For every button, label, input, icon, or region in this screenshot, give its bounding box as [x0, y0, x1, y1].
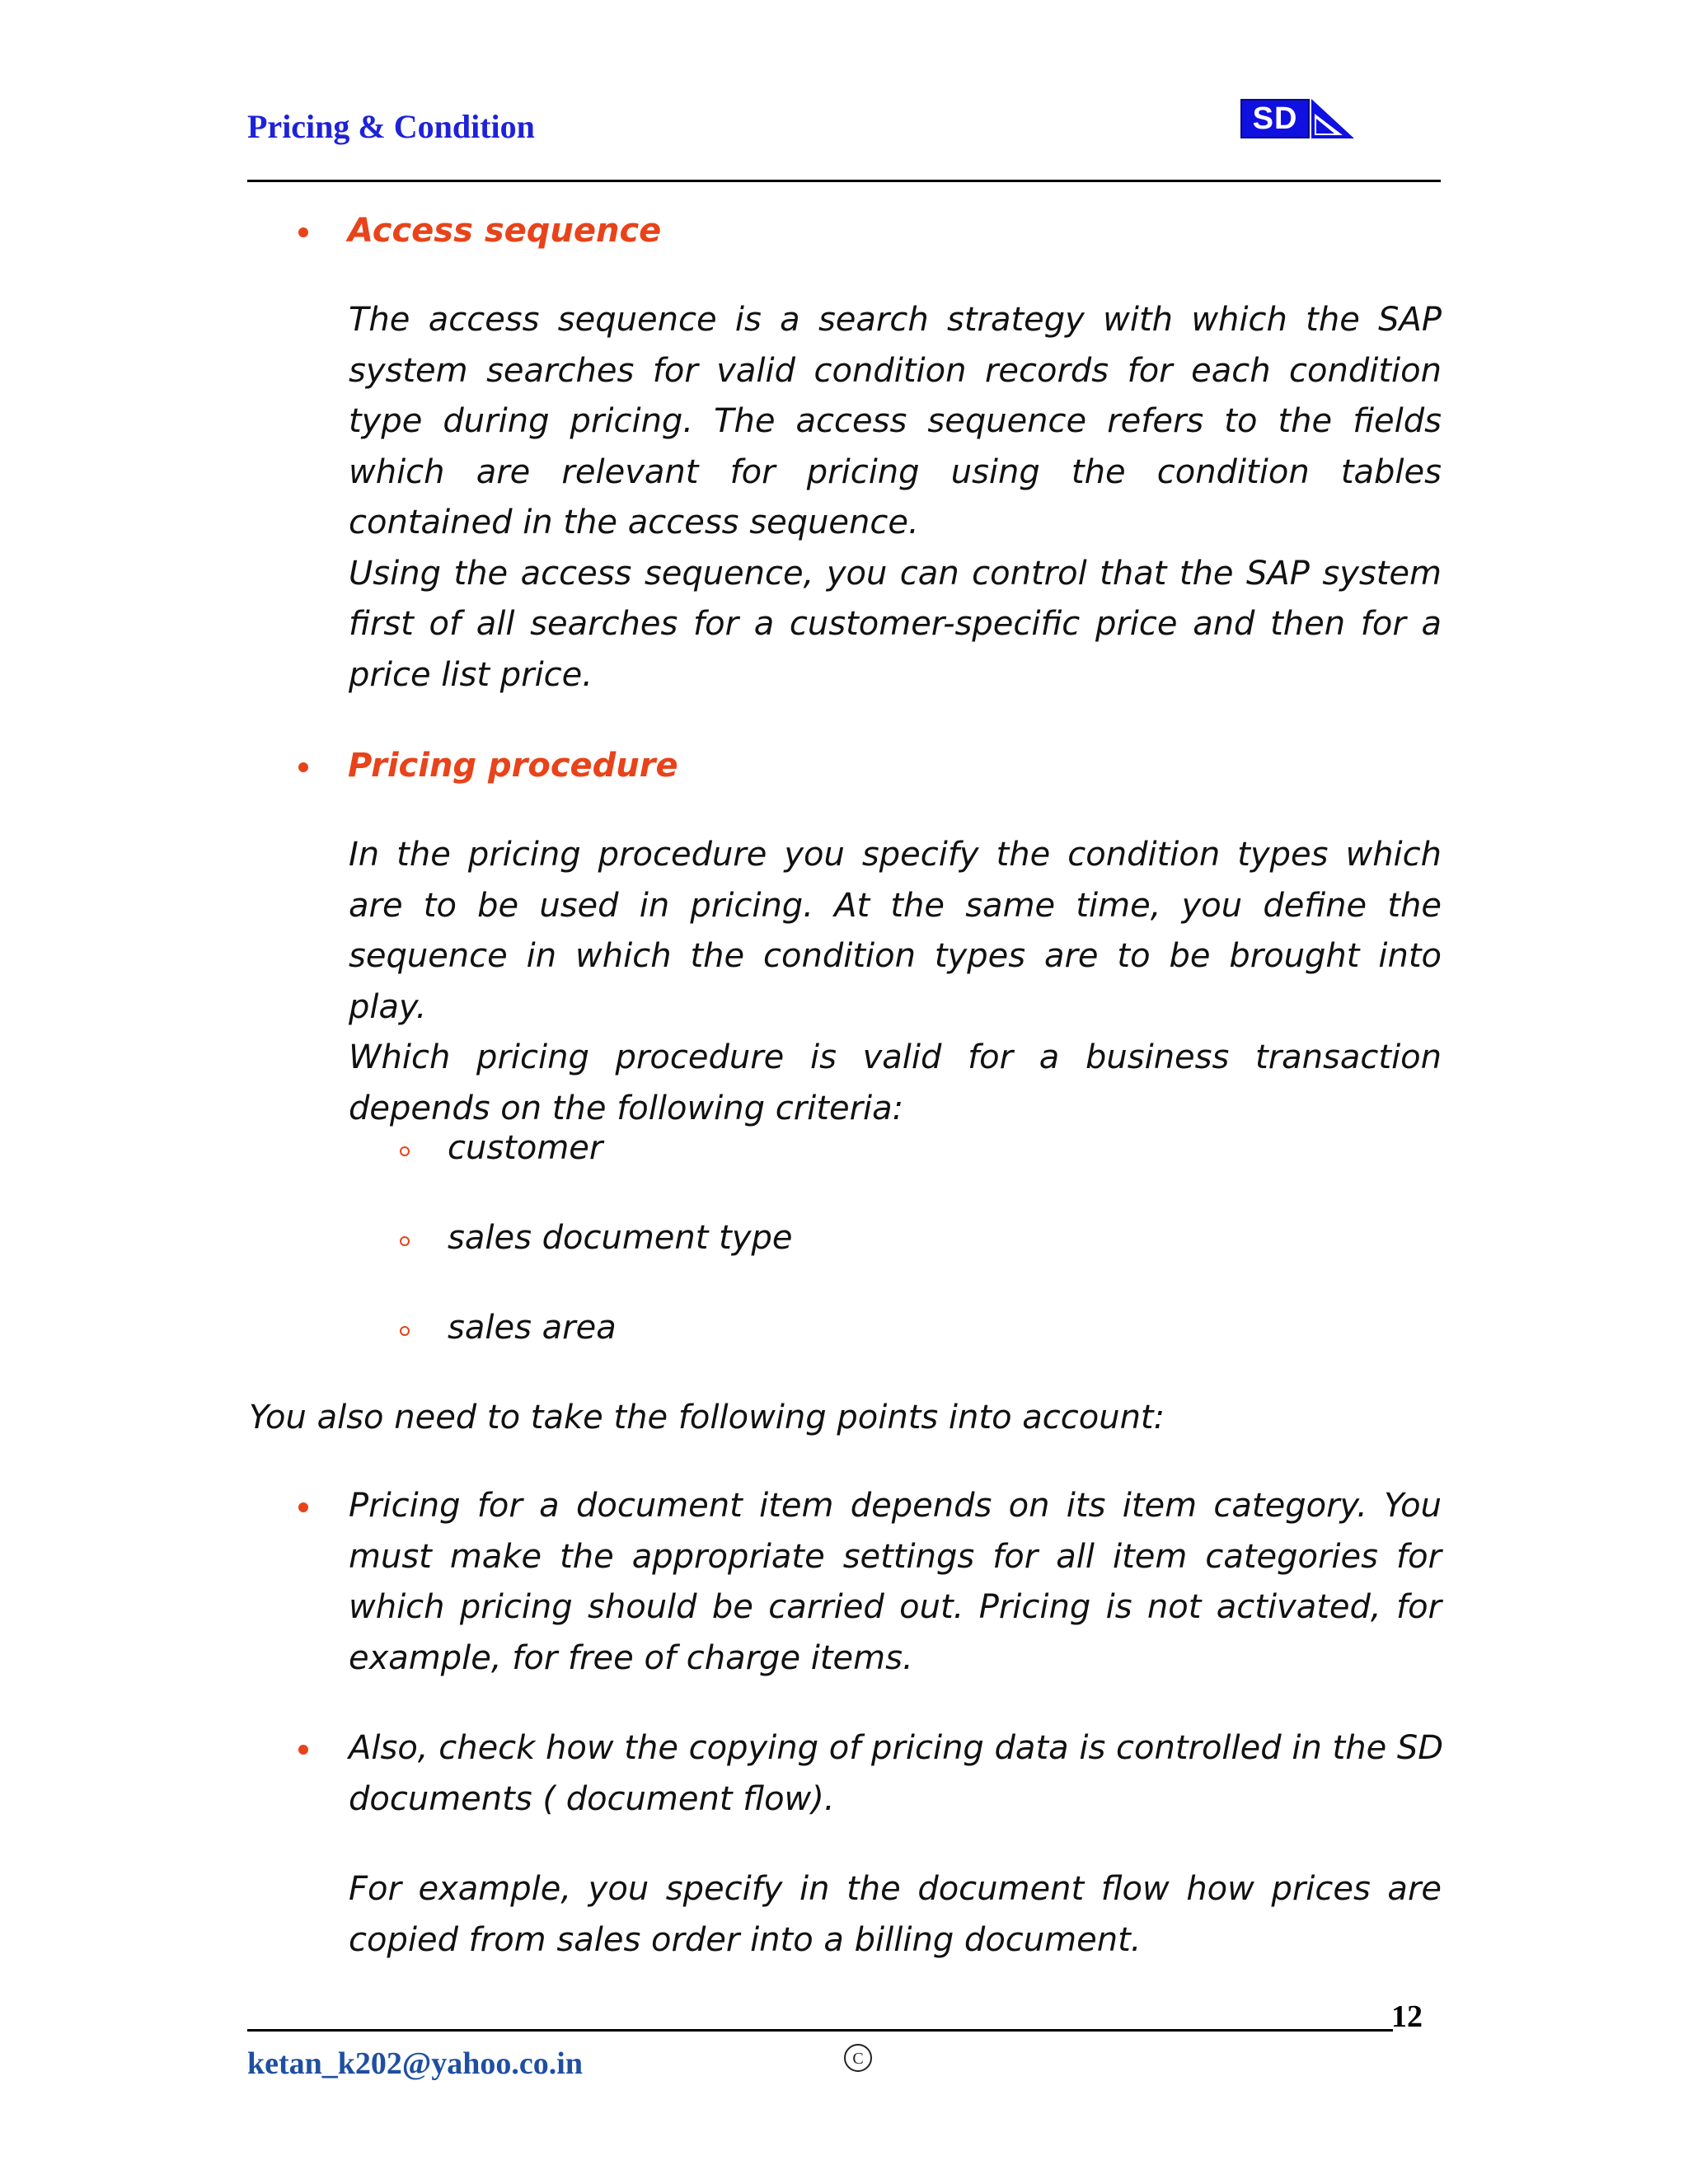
sd-logo-text: SD: [1240, 99, 1310, 138]
section-heading-access-sequence: Access sequence: [348, 212, 662, 250]
footer-email: ketan_k202@yahoo.co.in: [247, 2046, 583, 2081]
page-header-title: Pricing & Condition: [247, 108, 535, 145]
access-sequence-para-2: Using the access sequence, you can control that the SAP system first of all searches for a customer-specific price and then for a price list price.: [349, 554, 1442, 694]
sd-logo-triangle: [1311, 99, 1361, 140]
copyright-icon: [842, 2042, 874, 2074]
point-item-categories: Pricing for a document item depends on its item category. You must make the appropriate settings for all item categories for which pricing should be carried out. Pricing is not activated, for example, for free of charge items.: [349, 1487, 1442, 1677]
bullet-icon: [298, 1745, 308, 1755]
pricing-procedure-para-1: In the pricing procedure you specify the condition types which are to be used in pricing. At the same time, you define the sequence in which the condition types are to be brought into play.: [349, 836, 1442, 1026]
bullet-icon: [298, 227, 308, 237]
circle-bullet-icon: [400, 1326, 410, 1336]
circle-bullet-icon: [400, 1236, 410, 1246]
circle-bullet-icon: [400, 1146, 410, 1156]
footer-divider: [247, 2029, 1393, 2032]
header-divider: [247, 180, 1441, 182]
bullet-icon: [298, 762, 308, 772]
point-document-flow: Also, check how the copying of pricing data is controlled in the SD documents ( document flow).: [349, 1729, 1444, 1818]
access-sequence-body: [349, 295, 1442, 701]
point-document-flow-example: For example, you specify in the document flow how prices are copied from sales order into a billing document.: [349, 1870, 1442, 1959]
account-intro-text: You also need to take the following points into account:: [249, 1399, 1165, 1436]
pricing-procedure-para-2: Which pricing procedure is valid for a business transaction depends on the following criteria:: [349, 1038, 1442, 1127]
bullet-icon: [298, 1502, 308, 1512]
sd-logo-icon: [1240, 99, 1356, 140]
page-number: 12: [1391, 1999, 1423, 2034]
criteria-item: customer: [448, 1129, 603, 1167]
access-sequence-para-1: The access sequence is a search strategy with which the SAP system searches for valid condition records for each condition type during pricing. The access sequence refers to the fields which are relevant for pricing using the condition tables contained in the access sequence.: [349, 301, 1442, 541]
criteria-item: sales document type: [448, 1219, 793, 1257]
criteria-item: sales area: [448, 1309, 617, 1347]
section-heading-pricing-procedure: Pricing procedure: [348, 747, 678, 785]
svg-text:C: C: [852, 2050, 864, 2068]
pricing-procedure-body: [349, 830, 1442, 1134]
